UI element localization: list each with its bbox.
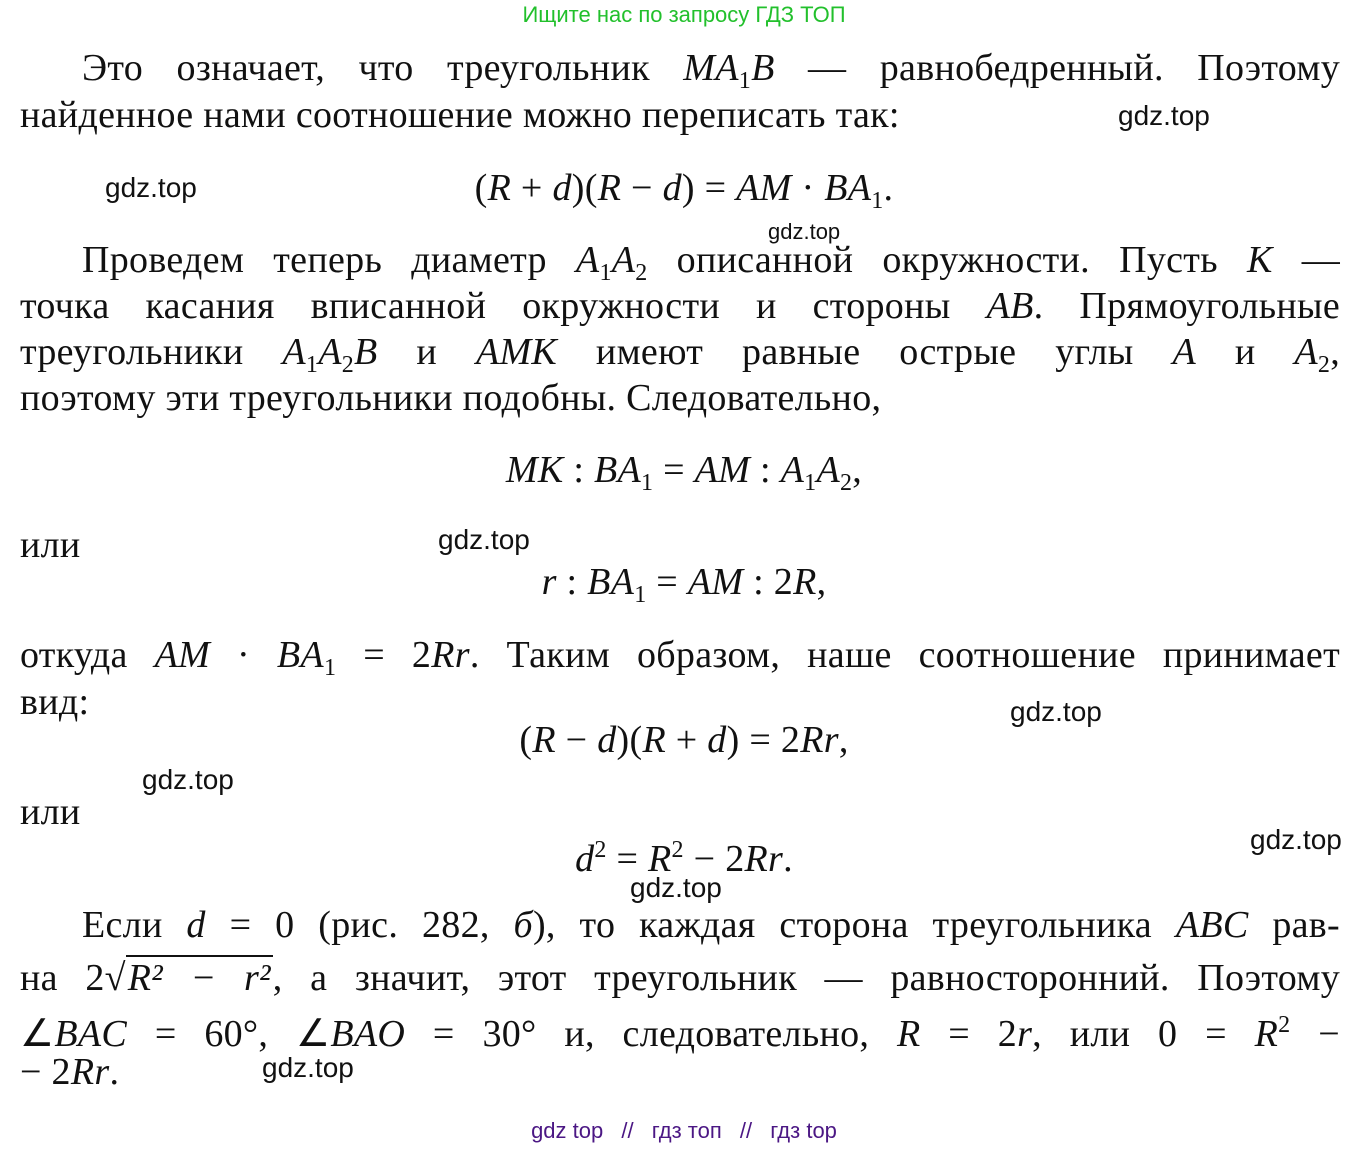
text-line (20, 1049, 119, 1095)
text-run: ( (474, 167, 488, 209)
footer-link-gdz-top[interactable]: gdz top (531, 1118, 604, 1143)
text-run: описанной окружности. Пусть (647, 239, 1247, 281)
footer-links (0, 1118, 1368, 1144)
text-line (20, 955, 1340, 1001)
text-run: − (621, 167, 663, 209)
text-run: , а значит, этот треугольник — равносторонний. Поэтому (272, 957, 1340, 999)
math-variable: A (282, 331, 306, 373)
math-variable: B (751, 47, 775, 89)
watermark: gdz.top (142, 764, 234, 795)
math-variable: Rr (744, 838, 784, 880)
math-variable: R (648, 838, 672, 880)
math-variable: MK (505, 449, 564, 491)
math-variable: R (597, 167, 622, 209)
text-run: , (1330, 331, 1340, 373)
math-variable: B (354, 331, 378, 373)
math-variable: BA (593, 449, 642, 491)
math-variable: R (532, 719, 556, 761)
text-run: : 2 (743, 561, 794, 603)
display-formula (0, 447, 1368, 506)
math-variable: d (597, 719, 617, 761)
text-run: поэтому эти треугольники подобны. Следовательно, (20, 377, 882, 419)
math-variable: r (1017, 1013, 1033, 1055)
text-run: ) = (681, 167, 737, 209)
text-run: , или 0 = (1032, 1013, 1255, 1055)
text-line (20, 632, 1340, 691)
text-run: имеют равные острые углы (557, 331, 1173, 373)
subscript: 1 (804, 470, 817, 496)
watermark: gdz.top (1010, 696, 1102, 727)
text-run: и (377, 331, 476, 373)
subscript: 2 (341, 352, 355, 378)
text-run: = 2 (920, 1013, 1018, 1055)
text-run: − (1290, 1013, 1340, 1055)
display-formula (0, 717, 1368, 763)
math-variable: б (513, 904, 533, 946)
math-variable: ABC (1175, 904, 1249, 946)
text-run: : (750, 449, 781, 491)
watermark: gdz.top (105, 172, 197, 203)
superscript: 2 (594, 837, 607, 863)
text-run: = 60°, ∠ (127, 1013, 331, 1055)
math-variable: r (541, 561, 557, 603)
text-run: : (556, 561, 588, 603)
math-variable: R (793, 561, 817, 603)
text-run: . Таким образом, наше соотношение принимает (469, 634, 1341, 676)
footer-link-gdz-top-ru[interactable]: гдз топ (651, 1118, 722, 1143)
math-variable: BAC (54, 1013, 128, 1055)
text-line (20, 375, 881, 421)
watermark: gdz.top (768, 219, 841, 244)
text-line (20, 92, 900, 138)
text-run: рав- (1248, 904, 1341, 946)
sqrt-radicand: R² − r² (127, 957, 271, 999)
subscript: 1 (305, 352, 319, 378)
text-run: = 2 (336, 634, 432, 676)
footer-link-gdz-top-mixed[interactable]: гдз top (770, 1118, 837, 1143)
text-run: Если (82, 904, 187, 946)
text-run: на 2√ (20, 957, 126, 999)
text-run: )( (571, 167, 598, 209)
math-variable: d (186, 904, 206, 946)
watermark: gdz.top (1118, 100, 1210, 131)
text-run: . (783, 838, 793, 880)
math-variable: BAO (330, 1013, 406, 1055)
math-variable: AB (986, 285, 1034, 327)
text-run: ), то каждая сторона треугольника (532, 904, 1176, 946)
text-run: − 2 (20, 1051, 71, 1093)
text-run: . (883, 167, 894, 209)
text-run: = 30° и, следовательно, (405, 1013, 897, 1055)
text-line (20, 283, 1340, 329)
text-run: — (1272, 239, 1340, 281)
watermark: gdz.top (438, 524, 530, 555)
math-variable: A (780, 449, 805, 491)
math-variable: d (662, 167, 682, 209)
subscript: 2 (839, 470, 853, 496)
text-run: и (1195, 331, 1295, 373)
math-variable: R (896, 1013, 921, 1055)
text-run: Это означает, что треугольник (82, 47, 684, 89)
text-run: · (791, 167, 825, 209)
subscript: 2 (635, 260, 648, 286)
text-run: · (210, 634, 277, 676)
text-run: — равнобедренный. Поэтому (774, 47, 1340, 89)
text-line (20, 1002, 1340, 1057)
watermark: gdz.top (262, 1052, 354, 1083)
math-variable: BA (824, 167, 872, 209)
text-run: = (646, 561, 688, 603)
subscript: 1 (641, 470, 654, 496)
math-variable: A (1172, 331, 1196, 373)
text-run: или (20, 791, 81, 833)
math-variable: A (575, 239, 600, 281)
superscript: 2 (1278, 1012, 1291, 1038)
math-variable: BA (587, 561, 635, 603)
footer-separator: // (739, 1118, 753, 1143)
math-variable: BA (276, 634, 324, 676)
text-run: = (653, 449, 695, 491)
text-run: откуда (20, 634, 155, 676)
math-variable: d (575, 838, 595, 880)
watermark: gdz.top (630, 872, 722, 903)
display-formula (0, 559, 1368, 618)
text-run: , (852, 449, 863, 491)
subscript: 1 (871, 188, 884, 214)
text-run: , (838, 719, 849, 761)
math-variable: AM (154, 634, 211, 676)
text-run: − (555, 719, 598, 761)
footer-separator: // (621, 1118, 634, 1143)
text-run: . (109, 1051, 120, 1093)
text-line (82, 902, 1340, 948)
text-run: ∠ (20, 1013, 55, 1055)
math-variable: R (487, 167, 512, 209)
math-variable: A (1294, 331, 1318, 373)
math-variable: A (816, 449, 840, 491)
text-run: + (665, 719, 708, 761)
math-variable: Rr (800, 719, 839, 761)
text-run: : (563, 449, 594, 491)
display-formula (0, 165, 1368, 224)
math-variable: R (642, 719, 666, 761)
text-run: )( (616, 719, 643, 761)
text-run: треугольники (20, 331, 283, 373)
text-run: или (20, 524, 81, 566)
subscript: 1 (738, 68, 752, 94)
math-variable: AM (736, 167, 792, 209)
text-run: = 0 (рис. 282, (205, 904, 514, 946)
subscript: 1 (634, 582, 647, 608)
math-variable: A (318, 331, 342, 373)
subscript: 1 (599, 260, 612, 286)
math-variable: K (1246, 239, 1273, 281)
text-run: ) = 2 (726, 719, 801, 761)
text-run: − 2 (683, 838, 745, 880)
text-run: , (816, 561, 827, 603)
text-run: = (606, 838, 649, 880)
search-hint-banner: Ищите нас по запросу ГДЗ ТОП (522, 2, 846, 27)
math-variable: d (552, 167, 572, 209)
subscript: 2 (1317, 352, 1331, 378)
math-variable: d (707, 719, 727, 761)
text-run: вид: (20, 681, 90, 723)
math-variable: AM (694, 449, 751, 491)
text-run: Проведем теперь диаметр (82, 239, 576, 281)
text-run: найденное нами соотношение можно переписать так: (20, 94, 900, 136)
subscript: 1 (323, 655, 337, 681)
math-variable: AMK (475, 331, 558, 373)
math-variable: Rr (431, 634, 470, 676)
math-variable: R (1254, 1013, 1279, 1055)
text-run: ( (519, 719, 533, 761)
text-run: точка касания вписанной окружности и стороны (20, 285, 987, 327)
text-run: . Прямоугольные (1033, 285, 1340, 327)
math-variable: Rr (70, 1051, 110, 1093)
superscript: 2 (671, 837, 684, 863)
watermark: gdz.top (1250, 824, 1342, 855)
math-variable: A (611, 239, 636, 281)
text-run: + (511, 167, 553, 209)
math-variable: MA (683, 47, 739, 89)
math-variable: AM (687, 561, 744, 603)
